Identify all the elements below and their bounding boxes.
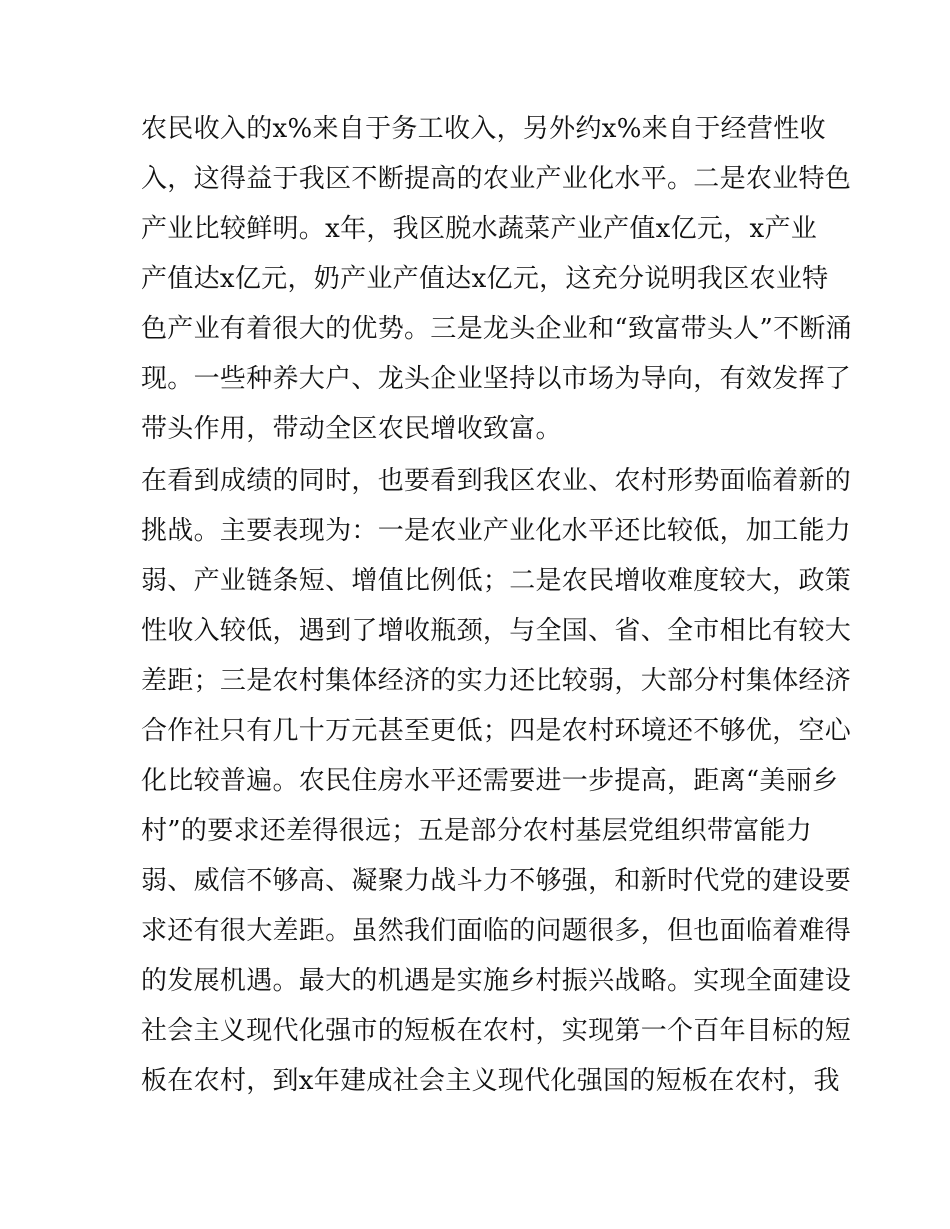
paragraph-2-line-7: 化比较普遍。农民住房水平还需要进一步提高，距离“美丽乡 (141, 766, 839, 796)
paragraph-2-line-4: 性收入较低，遇到了增收瓶颈，与全国、省、全市相比有较大 (141, 616, 852, 646)
paragraph-1-line-2: 入，这得益于我区不断提高的农业产业化水平。二是农业特色 (141, 164, 852, 194)
paragraph-1-line-1: 农民收入的x%来自于务工收入，另外约x%来自于经营性收 (141, 114, 826, 144)
paragraph-2-line-5: 差距；三是农村集体经济的实力还比较弱，大部分村集体经济 (141, 666, 852, 696)
paragraph-1-line-7: 带头作用，带动全区农民增收致富。 (141, 414, 562, 444)
paragraph-2-line-13: 板在农村，到x年建成社会主义现代化强国的短板在农村，我 (141, 1066, 840, 1096)
paragraph-2-line-9: 弱、威信不够高、凝聚力战斗力不够强，和新时代党的建设要 (141, 866, 852, 896)
paragraph-2-line-8: 村”的要求还差得很远；五是部分农村基层党组织带富能力 (141, 816, 813, 846)
paragraph-1-line-6: 现。一些种养大户、龙头企业坚持以市场为导向，有效发挥了 (141, 364, 852, 394)
paragraph-2-line-3: 弱、产业链条短、增值比例低；二是农民增收难度较大，政策 (141, 566, 852, 596)
paragraph-2-line-11: 的发展机遇。最大的机遇是实施乡村振兴战略。实现全面建设 (141, 966, 852, 996)
paragraph-2-line-2: 挑战。主要表现为：一是农业产业化水平还比较低，加工能力 (141, 516, 852, 546)
paragraph-1-line-5: 色产业有着很大的优势。三是龙头企业和“致富带头人”不断涌 (141, 314, 852, 344)
paragraph-1-line-4: 产值达x亿元，奶产业产值达x亿元，这充分说明我区农业特 (141, 264, 829, 294)
paragraph-2-line-6: 合作社只有几十万元甚至更低；四是农村环境还不够优，空心 (141, 716, 852, 746)
paragraph-2-line-12: 社会主义现代化强市的短板在农村，实现第一个百年目标的短 (141, 1016, 852, 1046)
paragraph-1-line-3: 产业比较鲜明。x年，我区脱水蔬菜产业产值x亿元，x产业 (141, 214, 818, 244)
paragraph-2-line-10: 求还有很大差距。虽然我们面临的问题很多，但也面临着难得 (141, 916, 852, 946)
paragraph-2-line-1: 在看到成绩的同时，也要看到我区农业、农村形势面临着新的 (141, 466, 852, 496)
